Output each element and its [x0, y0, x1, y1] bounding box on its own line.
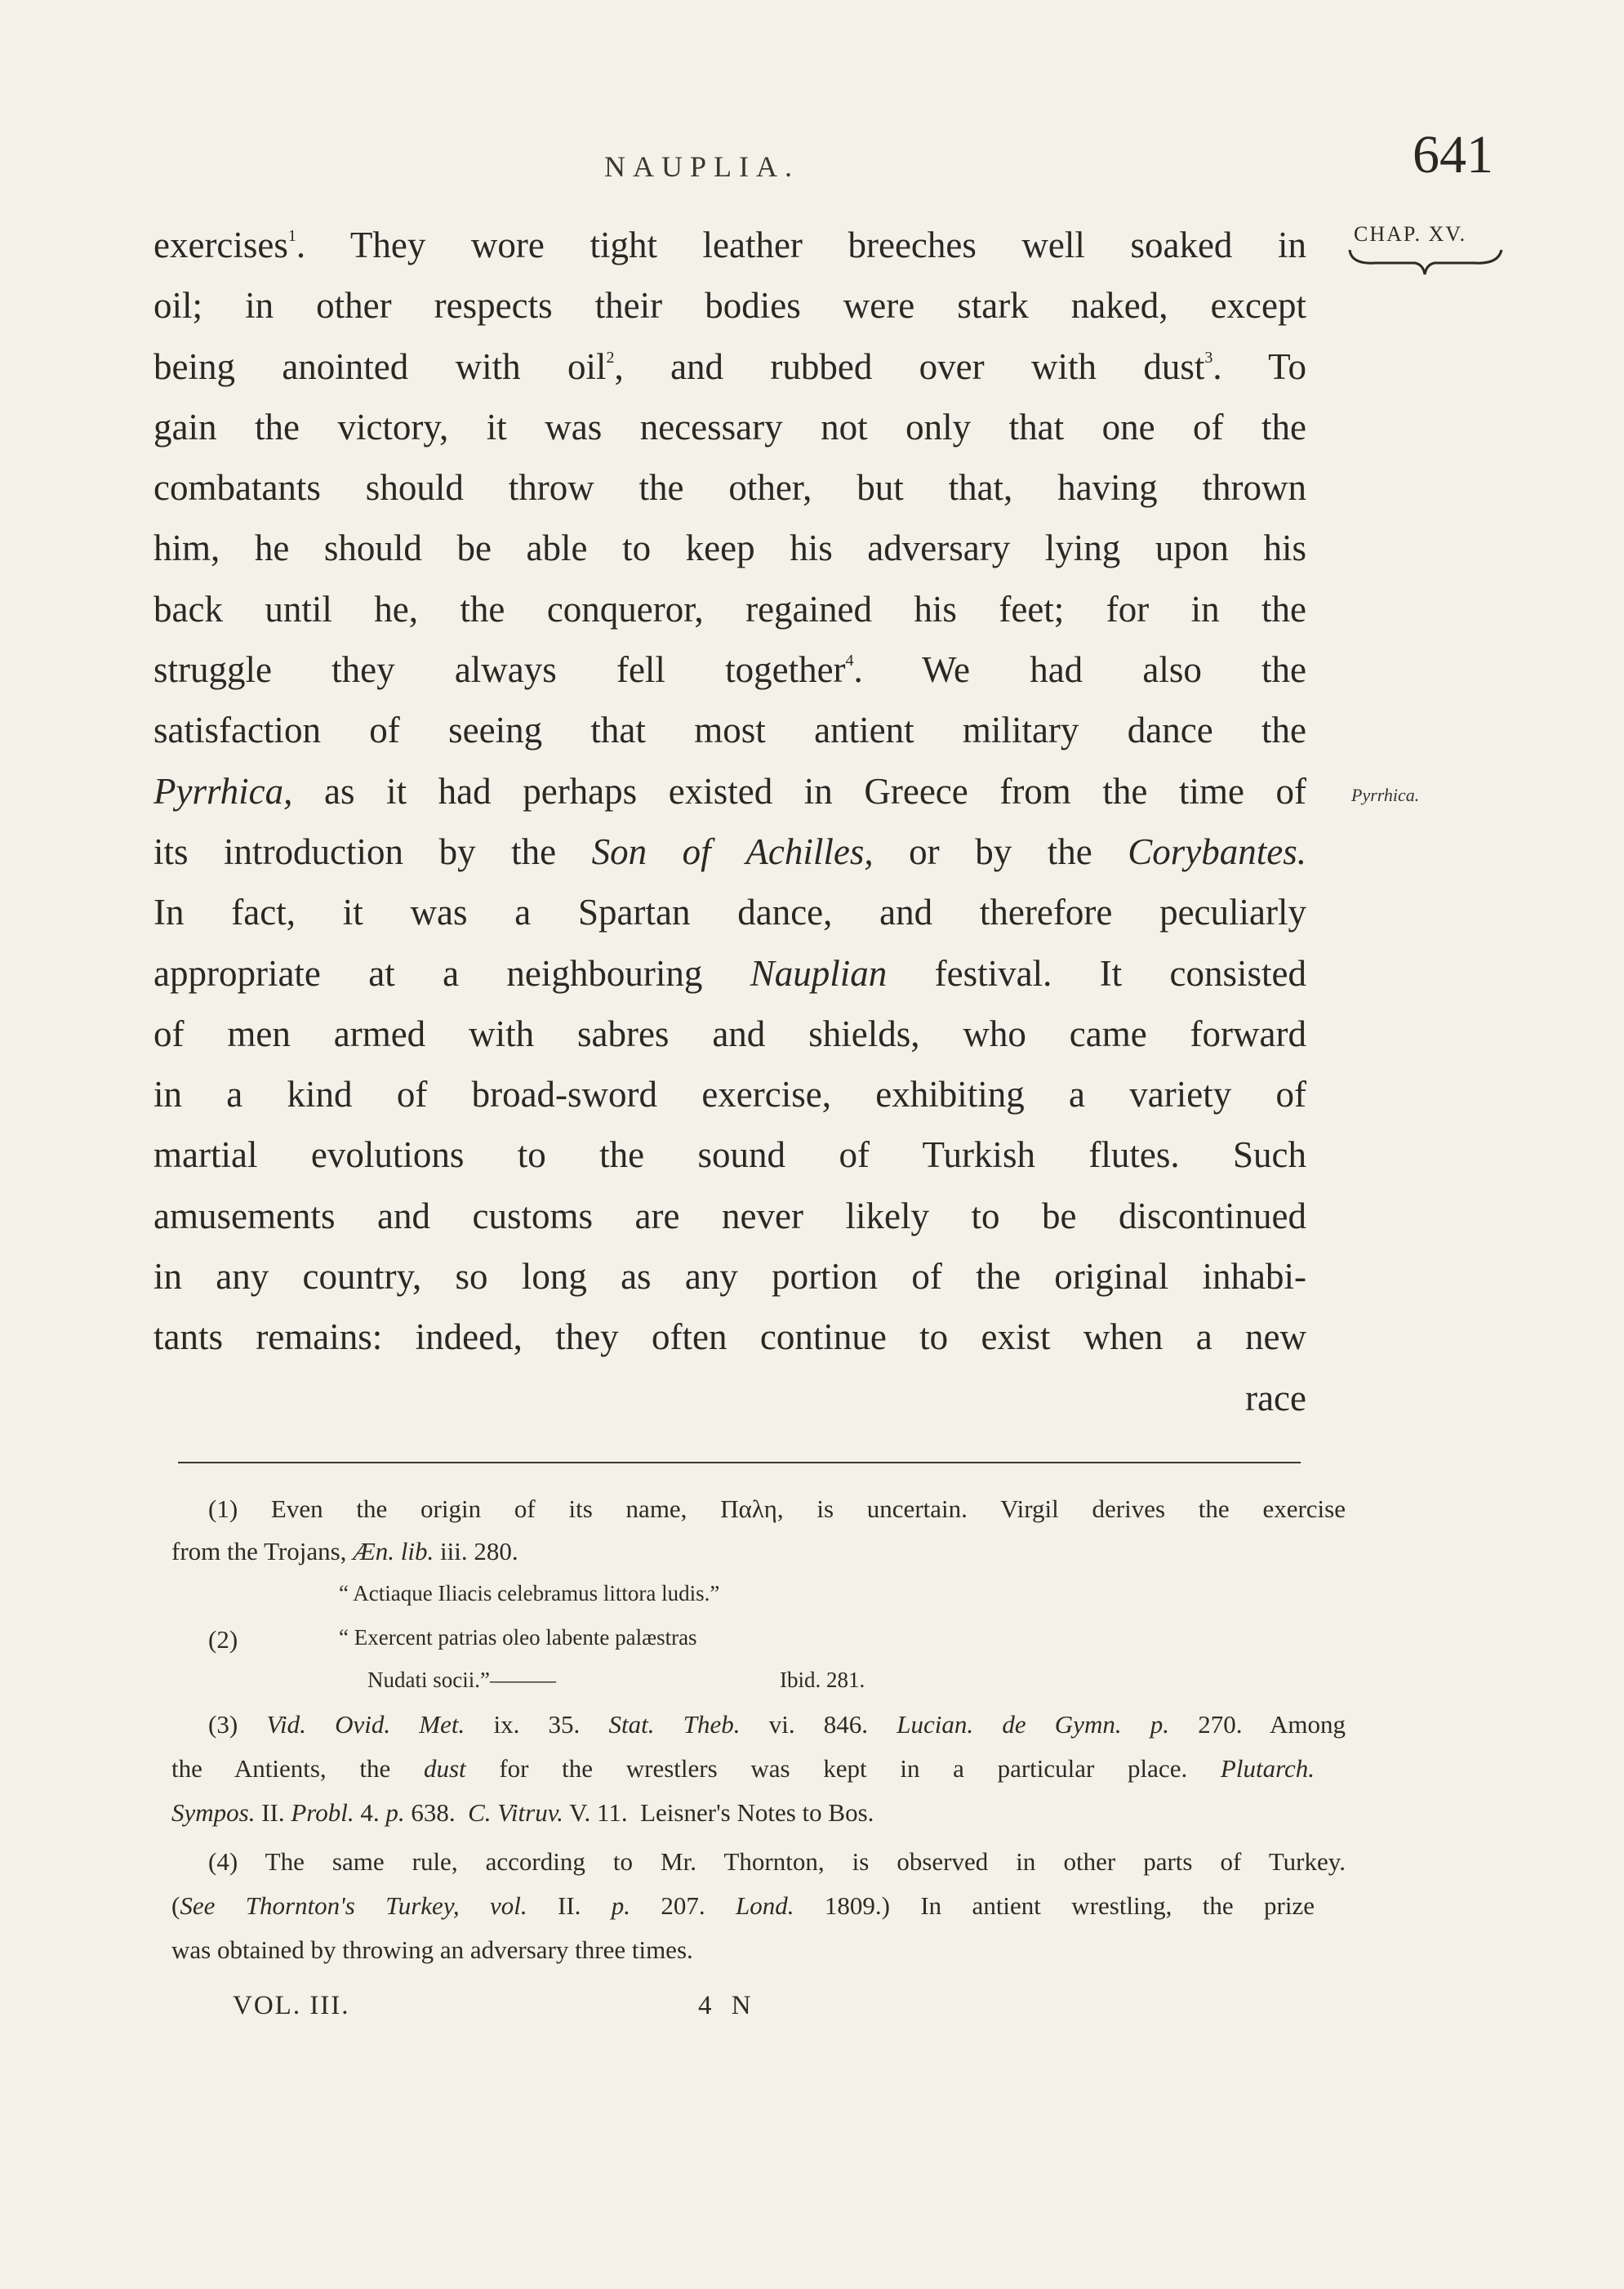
- body-line: tants remains: indeed, they often continue to exist when a new: [154, 1316, 1306, 1358]
- footnote-4-line: (4) The same rule, according to Mr. Thornton, is observed in other parts of Turkey.: [208, 1847, 1346, 1876]
- footnote-ref: 4: [845, 652, 854, 670]
- body-line: him, he should be able to keep his adversary lying upon his: [154, 528, 1306, 569]
- page-number: 641: [1413, 125, 1493, 185]
- footnote-ref: 1: [287, 227, 296, 245]
- footnote-1-line: from the Trojans, Æn. lib. iii. 280.: [171, 1537, 518, 1565]
- body-line: Pyrrhica, as it had perhaps existed in Greece from the time of: [154, 770, 1307, 812]
- volume-signature: VOL. III.: [233, 1991, 350, 2020]
- body-line: in a kind of broad-sword exercise, exhibiting a variety of: [154, 1074, 1306, 1116]
- footnote-1-quote: “ Actiaque Iliacis celebramus littora ludis.”: [339, 1581, 720, 1605]
- body-text: [154, 215, 1306, 1428]
- body-line: martial evolutions to the sound of Turkish flutes. Such: [154, 1134, 1307, 1176]
- body-line: amusements and customs are never likely to be discontinued: [154, 1195, 1306, 1236]
- body-line: oil; in other respects their bodies were stark naked, except: [154, 285, 1306, 327]
- footnote-ref: 3: [1204, 348, 1213, 367]
- body-line: of men armed with sabres and shields, who came forward: [154, 1013, 1306, 1054]
- footnote-4-line: (See Thornton's Turkey, vol. II. p. 207. Lond. 1809.) In antient wrestling, the prize: [171, 1891, 1315, 1920]
- body-line: satisfaction of seeing that most antient military dance the: [154, 710, 1306, 751]
- body-line: gain the victory, it was necessary not only that one of the: [154, 406, 1306, 448]
- footnote-rule: [178, 1462, 1301, 1463]
- body-line: being anointed with oil$^2$, and rubbed over with dust$^3$. To: [154, 345, 1306, 387]
- body-line: its introduction by the Son of Achilles, or by the Corybantes.: [154, 831, 1307, 872]
- footnote-2-number: (2): [208, 1625, 238, 1654]
- body-line: back until he, the conqueror, regained his feet; for in the: [154, 588, 1306, 630]
- footnote-2-quote: Nudati socii.”———: [367, 1668, 556, 1692]
- body-line: in any country, so long as any portion of the original inhabi-: [154, 1256, 1306, 1298]
- footnote-ref: 2: [606, 348, 615, 367]
- footnote-3-line: the Antients, the dust for the wrestlers was kept in a particular place. Plutarch.: [171, 1754, 1315, 1783]
- body-line: exercises$^1$. They wore tight leather breeches well soaked in: [154, 225, 1306, 265]
- catchword: race: [1245, 1377, 1306, 1418]
- footnote-2-quote: “ Exercent patrias oleo labente palæstras: [339, 1625, 697, 1650]
- footnote-3-line: Sympos. II. Probl. 4. p. 638. C. Vitruv. V. 11. Leisner's Notes to Bos.: [171, 1798, 874, 1827]
- gathering-mark: 4 N: [698, 1991, 758, 2020]
- body-line: appropriate at a neighbouring Nauplian festival. It consisted: [154, 952, 1307, 994]
- footnote-4-line: was obtained by throwing an adversary three times.: [171, 1935, 693, 1964]
- chapter-brace-ornament: [1343, 247, 1506, 279]
- footnote-3-line: (3) Vid. Ovid. Met. ix. 35. Stat. Theb. vi. 846. Lucian. de Gymn. p. 270. Among: [208, 1710, 1346, 1739]
- body-line: In fact, it was a Spartan dance, and therefore peculiarly: [154, 892, 1306, 933]
- footnote-1-line: (1) Even the origin of its name, Παλη, is uncertain. Virgil derives the exercise: [208, 1494, 1346, 1523]
- running-title: NAUPLIA.: [604, 150, 799, 183]
- body-line: struggle they always fell together$^4$. We had also the: [154, 649, 1307, 691]
- footnote-2-ibid: Ibid. 281.: [780, 1668, 865, 1692]
- margin-note-pyrrhica: Pyrrhica.: [1351, 785, 1420, 805]
- body-line: combatants should throw the other, but that, having thrown: [154, 467, 1306, 509]
- chapter-label: CHAP. XV.: [1354, 222, 1467, 246]
